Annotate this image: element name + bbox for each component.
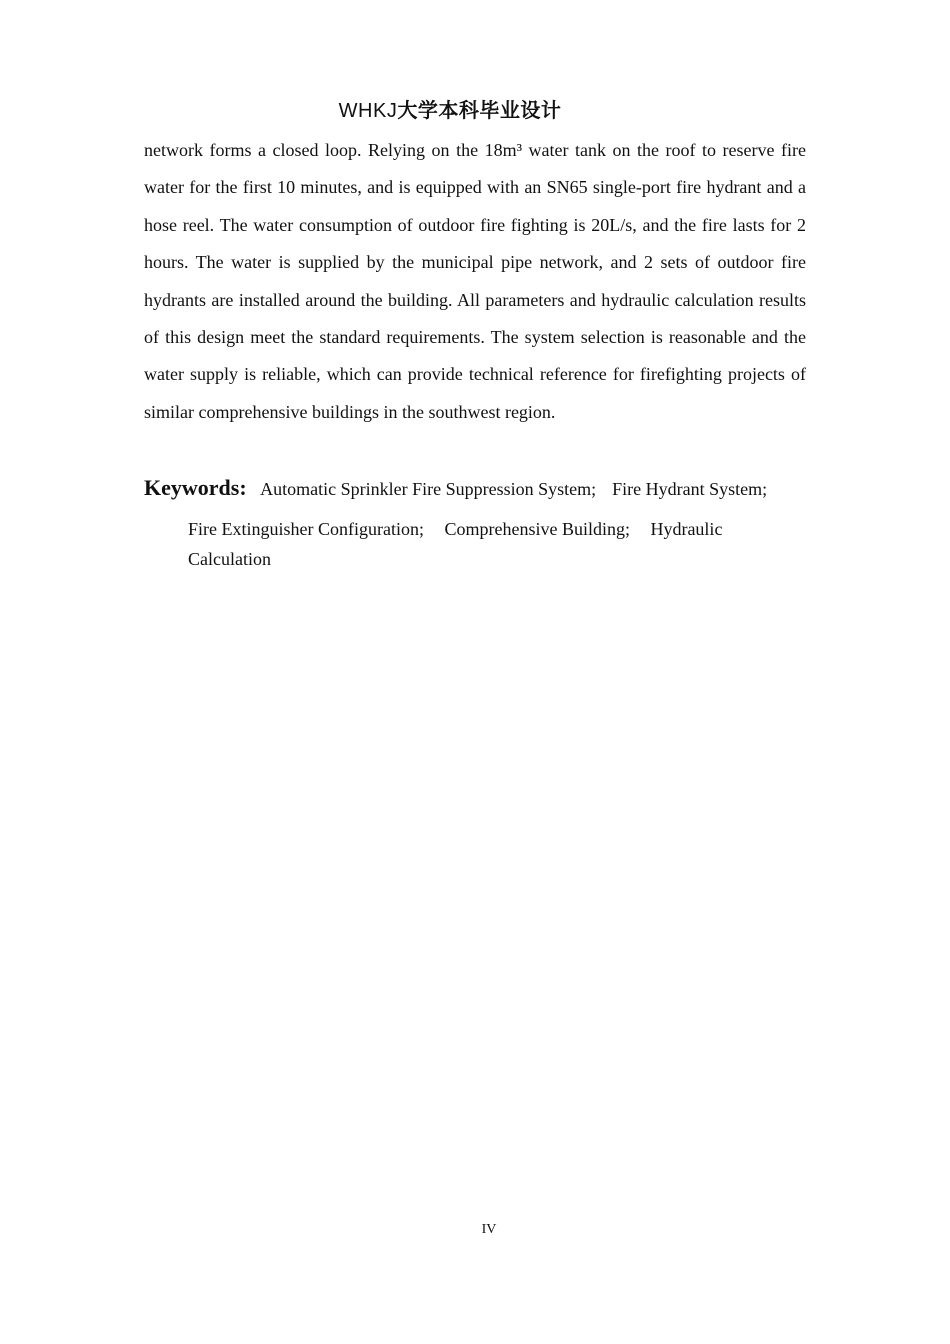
- keyword-item: Fire Extinguisher Configuration;: [188, 519, 424, 539]
- keywords-section: [144, 473, 824, 574]
- keyword-item: Automatic Sprinkler Fire Suppression System;: [260, 479, 597, 499]
- header-title: 大学本科毕业设计: [397, 98, 562, 122]
- keyword-item: Fire Hydrant System;: [612, 479, 768, 499]
- abstract-paragraph: network forms a closed loop. Relying on the 18m³ water tank on the roof to reserve fire water for the first 10 minutes, and is equipped with an SN65 single-port fire hydrant and a hose reel. The water consumption of outdoor fire fighting is 20L/s, and the fire lasts for 2 hours. The water is supplied by the municipal pipe network, and 2 sets of outdoor fire hydrants are installed around the building. All parameters and hydraulic calculation results of this design meet the standard requirements. The system selection is reasonable and the water supply is reliable, which can provide technical reference for firefighting projects of similar comprehensive buildings in the southwest region.: [144, 140, 806, 422]
- keywords-continued: [144, 514, 768, 574]
- header-school: WHKJ: [338, 100, 398, 122]
- page-header: [0, 94, 900, 123]
- keyword-item: Comprehensive Building;: [444, 519, 630, 539]
- page-number: IV: [481, 1222, 497, 1237]
- keyword-item: Hydraulic Calculation: [188, 519, 723, 569]
- keywords-label: Keywords:: [144, 475, 247, 500]
- keywords-first-line: [144, 473, 824, 504]
